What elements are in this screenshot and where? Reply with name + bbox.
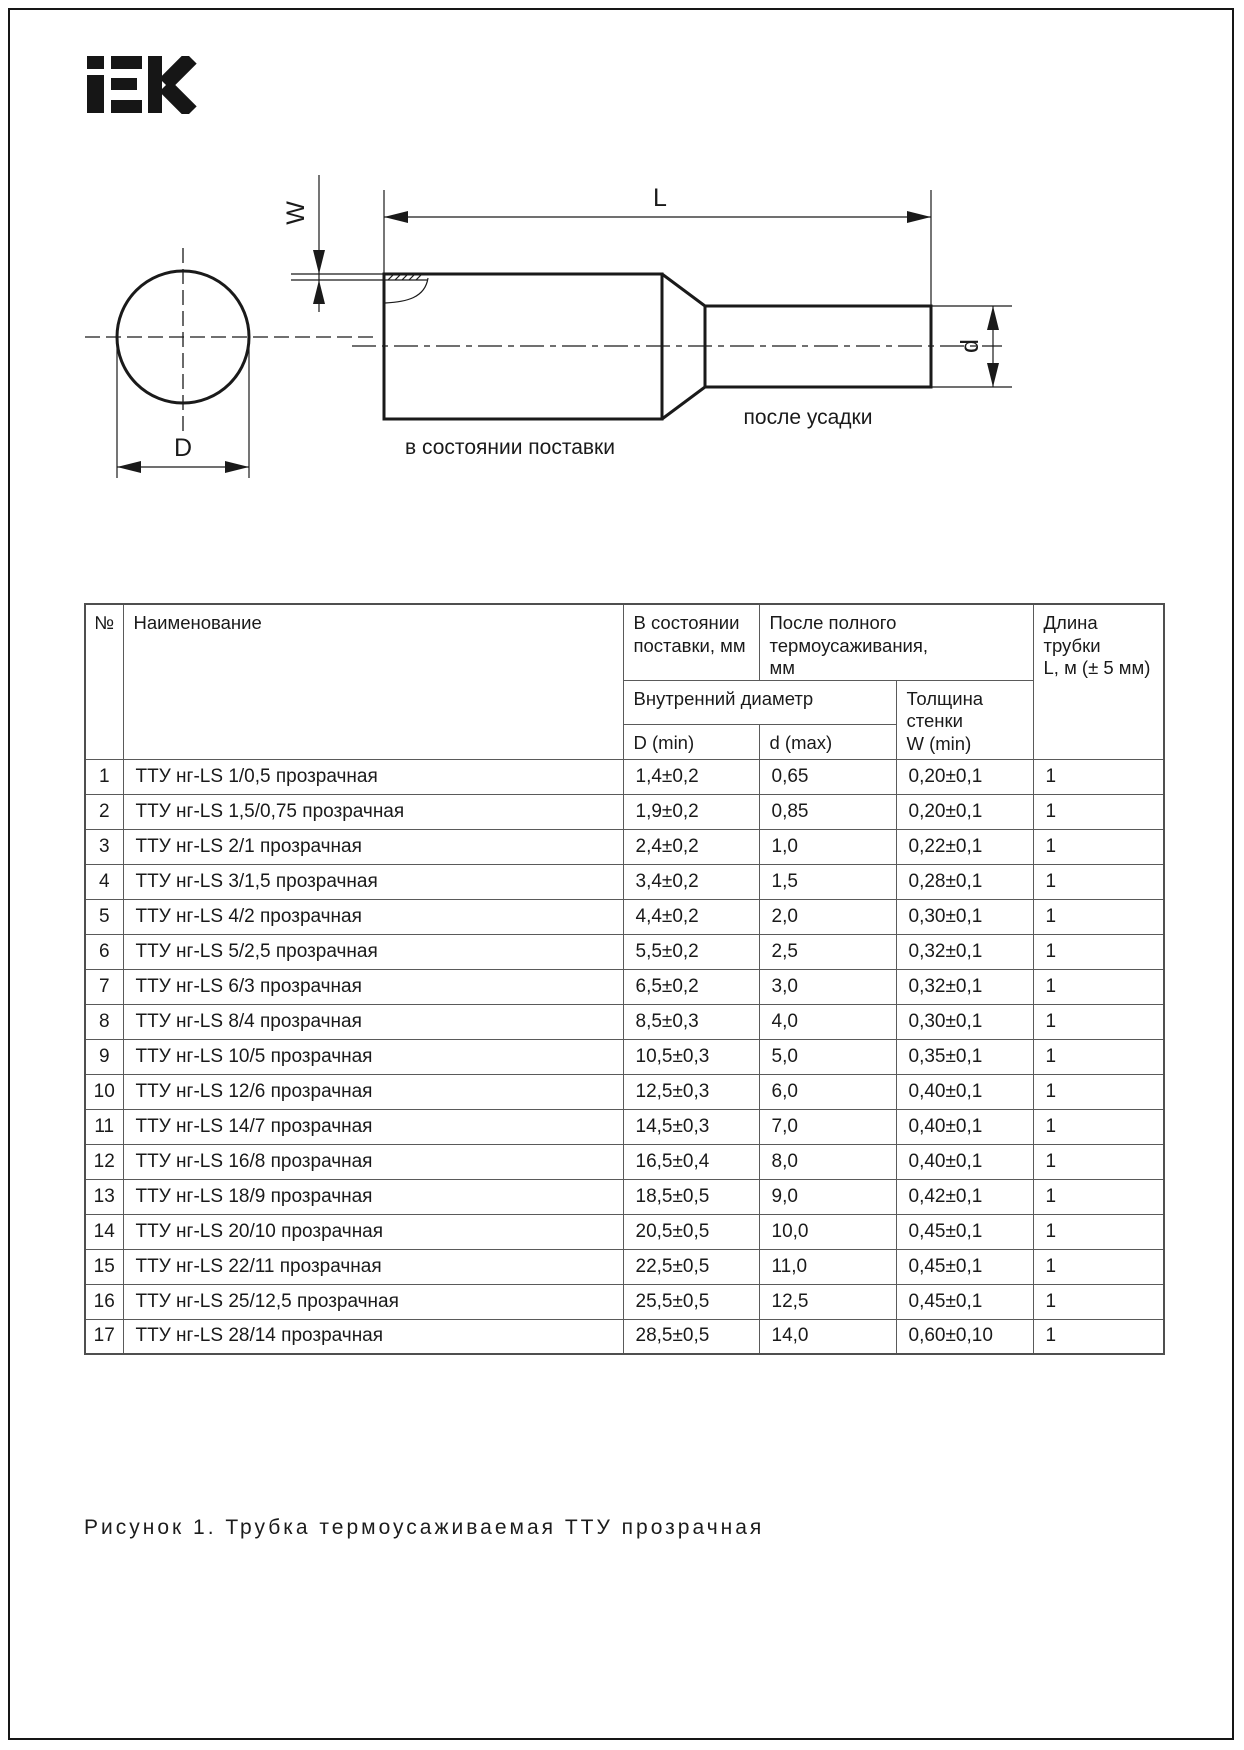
wall-thickness-value: 0,20±0,1 — [896, 759, 1033, 794]
d-max-value: 10,0 — [759, 1214, 896, 1249]
product-name: ТТУ нг-LS 1,5/0,75 прозрачная — [123, 794, 623, 829]
d-max-value: 8,0 — [759, 1144, 896, 1179]
d-min-value: 2,4±0,2 — [623, 829, 759, 864]
row-num: 1 — [85, 759, 123, 794]
spec-table — [84, 603, 1165, 1355]
tube-length-value: 1 — [1033, 1179, 1164, 1214]
col-header-after-shrink-line2: мм — [769, 657, 795, 679]
product-name: ТТУ нг-LS 1/0,5 прозрачная — [123, 759, 623, 794]
side-view — [282, 175, 1012, 459]
col-header-length-line2: L, м (± 5 мм) — [1043, 657, 1151, 679]
col-header-after-shrink-line1: После полного термоусаживания, — [769, 612, 929, 656]
row-num: 13 — [85, 1179, 123, 1214]
tube-length-value: 1 — [1033, 1074, 1164, 1109]
label-supplied-state: в состоянии поставки — [405, 436, 615, 459]
dim-l-arrow-left — [384, 211, 408, 223]
wall-thickness-value: 0,30±0,1 — [896, 1004, 1033, 1039]
col-header-supplied-line2: поставки, мм — [633, 634, 746, 656]
wall-thickness-value: 0,45±0,1 — [896, 1249, 1033, 1284]
d-min-value: 12,5±0,3 — [623, 1074, 759, 1109]
table-row — [85, 829, 1164, 864]
wall-thickness-value: 0,32±0,1 — [896, 969, 1033, 1004]
product-name: ТТУ нг-LS 12/6 прозрачная — [123, 1074, 623, 1109]
dim-label-w: W — [282, 201, 310, 225]
product-name: ТТУ нг-LS 25/12,5 прозрачная — [123, 1284, 623, 1319]
table-row — [85, 1074, 1164, 1109]
table-row — [85, 1039, 1164, 1074]
wall-thickness-value: 0,42±0,1 — [896, 1179, 1033, 1214]
d-min-value: 6,5±0,2 — [623, 969, 759, 1004]
d-max-value: 7,0 — [759, 1109, 896, 1144]
tube-length-value: 1 — [1033, 829, 1164, 864]
d-min-value: 18,5±0,5 — [623, 1179, 759, 1214]
dim-l-arrow-right — [907, 211, 931, 223]
col-header-inner-diameter: Внутренний диаметр — [623, 680, 896, 724]
row-num: 15 — [85, 1249, 123, 1284]
dim-d-small-arrow-up — [987, 306, 999, 330]
wall-thickness-value: 0,22±0,1 — [896, 829, 1033, 864]
col-header-name: Наименование — [123, 604, 623, 759]
wall-thickness-value: 0,45±0,1 — [896, 1284, 1033, 1319]
row-num: 11 — [85, 1109, 123, 1144]
tube-length-value: 1 — [1033, 1109, 1164, 1144]
wall-thickness-value: 0,35±0,1 — [896, 1039, 1033, 1074]
col-header-d-max: d (max) — [759, 724, 896, 759]
col-header-num: № — [85, 604, 123, 759]
product-name: ТТУ нг-LS 22/11 прозрачная — [123, 1249, 623, 1284]
row-num: 8 — [85, 1004, 123, 1039]
wall-thickness-value: 0,40±0,1 — [896, 1074, 1033, 1109]
table-row — [85, 1179, 1164, 1214]
d-max-value: 1,0 — [759, 829, 896, 864]
product-name: ТТУ нг-LS 16/8 прозрачная — [123, 1144, 623, 1179]
dim-d-small-arrow-down — [987, 363, 999, 387]
tube-length-value: 1 — [1033, 969, 1164, 1004]
product-name: ТТУ нг-LS 5/2,5 прозрачная — [123, 934, 623, 969]
spec-table-body — [85, 759, 1164, 1354]
d-min-value: 16,5±0,4 — [623, 1144, 759, 1179]
col-header-after-shrink — [759, 604, 1033, 680]
wall-curve — [385, 278, 428, 303]
d-min-value: 1,9±0,2 — [623, 794, 759, 829]
tube-length-value: 1 — [1033, 1319, 1164, 1354]
dim-w-arrow-down — [313, 250, 325, 274]
d-max-value: 9,0 — [759, 1179, 896, 1214]
tube-taper-bottom — [662, 387, 705, 419]
product-name: ТТУ нг-LS 6/3 прозрачная — [123, 969, 623, 1004]
wall-thickness-value: 0,32±0,1 — [896, 934, 1033, 969]
row-num: 17 — [85, 1319, 123, 1354]
tube-length-value: 1 — [1033, 1284, 1164, 1319]
spec-table-header — [85, 604, 1164, 759]
row-num: 2 — [85, 794, 123, 829]
product-name: ТТУ нг-LS 4/2 прозрачная — [123, 899, 623, 934]
dim-d-arrow-right — [225, 461, 249, 473]
row-num: 10 — [85, 1074, 123, 1109]
d-min-value: 5,5±0,2 — [623, 934, 759, 969]
tube-length-value: 1 — [1033, 1004, 1164, 1039]
d-min-value: 14,5±0,3 — [623, 1109, 759, 1144]
wall-thickness-value: 0,60±0,10 — [896, 1319, 1033, 1354]
d-min-value: 4,4±0,2 — [623, 899, 759, 934]
col-header-supplied-line1: В состоянии — [633, 612, 740, 633]
d-max-value: 3,0 — [759, 969, 896, 1004]
product-name: ТТУ нг-LS 2/1 прозрачная — [123, 829, 623, 864]
d-max-value: 4,0 — [759, 1004, 896, 1039]
product-name: ТТУ нг-LS 8/4 прозрачная — [123, 1004, 623, 1039]
wall-thickness-value: 0,28±0,1 — [896, 864, 1033, 899]
wall-thickness-value: 0,40±0,1 — [896, 1109, 1033, 1144]
table-row — [85, 794, 1164, 829]
row-num: 16 — [85, 1284, 123, 1319]
d-max-value: 0,65 — [759, 759, 896, 794]
dim-label-d-big: D — [173, 434, 193, 462]
wall-thickness-value: 0,45±0,1 — [896, 1214, 1033, 1249]
table-row — [85, 1214, 1164, 1249]
d-min-value: 22,5±0,5 — [623, 1249, 759, 1284]
table-row — [85, 1144, 1164, 1179]
tube-length-value: 1 — [1033, 899, 1164, 934]
wall-thickness-value: 0,20±0,1 — [896, 794, 1033, 829]
col-header-length-line1: Длина трубки — [1043, 612, 1101, 656]
col-header-d-min: D (min) — [623, 724, 759, 759]
row-num: 5 — [85, 899, 123, 934]
col-header-wall-line2: W (min) — [906, 732, 972, 754]
dim-d-arrow-left — [117, 461, 141, 473]
d-min-value: 10,5±0,3 — [623, 1039, 759, 1074]
end-view — [85, 248, 373, 478]
tube-taper-top — [662, 274, 705, 306]
product-name: ТТУ нг-LS 28/14 прозрачная — [123, 1319, 623, 1354]
figure-caption: Рисунок 1. Трубка термоусаживаемая ТТУ прозрачная — [84, 1516, 765, 1539]
product-name: ТТУ нг-LS 18/9 прозрачная — [123, 1179, 623, 1214]
tube-length-value: 1 — [1033, 1144, 1164, 1179]
table-row — [85, 1004, 1164, 1039]
d-max-value: 0,85 — [759, 794, 896, 829]
dim-label-d-small: d — [956, 339, 984, 353]
dim-label-l: L — [653, 184, 667, 212]
table-row — [85, 1109, 1164, 1144]
d-min-value: 20,5±0,5 — [623, 1214, 759, 1249]
col-header-wall-line1: Толщина стенки — [906, 687, 984, 732]
col-header-supplied — [623, 604, 759, 680]
d-max-value: 6,0 — [759, 1074, 896, 1109]
row-num: 3 — [85, 829, 123, 864]
d-max-value: 14,0 — [759, 1319, 896, 1354]
d-min-value: 28,5±0,5 — [623, 1319, 759, 1354]
d-max-value: 11,0 — [759, 1249, 896, 1284]
tube-length-value: 1 — [1033, 1214, 1164, 1249]
product-name: ТТУ нг-LS 3/1,5 прозрачная — [123, 864, 623, 899]
d-min-value: 25,5±0,5 — [623, 1284, 759, 1319]
table-row — [85, 1249, 1164, 1284]
row-num: 7 — [85, 969, 123, 1004]
table-row — [85, 899, 1164, 934]
d-min-value: 3,4±0,2 — [623, 864, 759, 899]
d-max-value: 1,5 — [759, 864, 896, 899]
table-row — [85, 969, 1164, 1004]
row-num: 6 — [85, 934, 123, 969]
product-name: ТТУ нг-LS 20/10 прозрачная — [123, 1214, 623, 1249]
col-header-length — [1033, 604, 1164, 759]
table-row — [85, 934, 1164, 969]
dim-w — [313, 175, 325, 312]
product-name: ТТУ нг-LS 10/5 прозрачная — [123, 1039, 623, 1074]
tube-length-value: 1 — [1033, 1039, 1164, 1074]
d-max-value: 2,0 — [759, 899, 896, 934]
table-row — [85, 1319, 1164, 1354]
wall-thickness-value: 0,40±0,1 — [896, 1144, 1033, 1179]
row-num: 9 — [85, 1039, 123, 1074]
d-min-value: 1,4±0,2 — [623, 759, 759, 794]
tube-length-value: 1 — [1033, 759, 1164, 794]
d-min-value: 8,5±0,3 — [623, 1004, 759, 1039]
label-after-shrink: после усадки — [743, 406, 873, 429]
d-max-value: 5,0 — [759, 1039, 896, 1074]
tube-length-value: 1 — [1033, 864, 1164, 899]
tube-length-value: 1 — [1033, 934, 1164, 969]
col-header-wall-thickness — [896, 680, 1033, 759]
d-max-value: 2,5 — [759, 934, 896, 969]
table-row — [85, 864, 1164, 899]
wall-thickness-value: 0,30±0,1 — [896, 899, 1033, 934]
product-name: ТТУ нг-LS 14/7 прозрачная — [123, 1109, 623, 1144]
tube-length-value: 1 — [1033, 794, 1164, 829]
table-row — [85, 759, 1164, 794]
row-num: 4 — [85, 864, 123, 899]
table-row — [85, 1284, 1164, 1319]
row-num: 14 — [85, 1214, 123, 1249]
tube-length-value: 1 — [1033, 1249, 1164, 1284]
d-max-value: 12,5 — [759, 1284, 896, 1319]
dim-w-arrow-up — [313, 280, 325, 304]
wall-section-detail — [291, 274, 428, 303]
technical-drawing — [0, 0, 1244, 540]
row-num: 12 — [85, 1144, 123, 1179]
